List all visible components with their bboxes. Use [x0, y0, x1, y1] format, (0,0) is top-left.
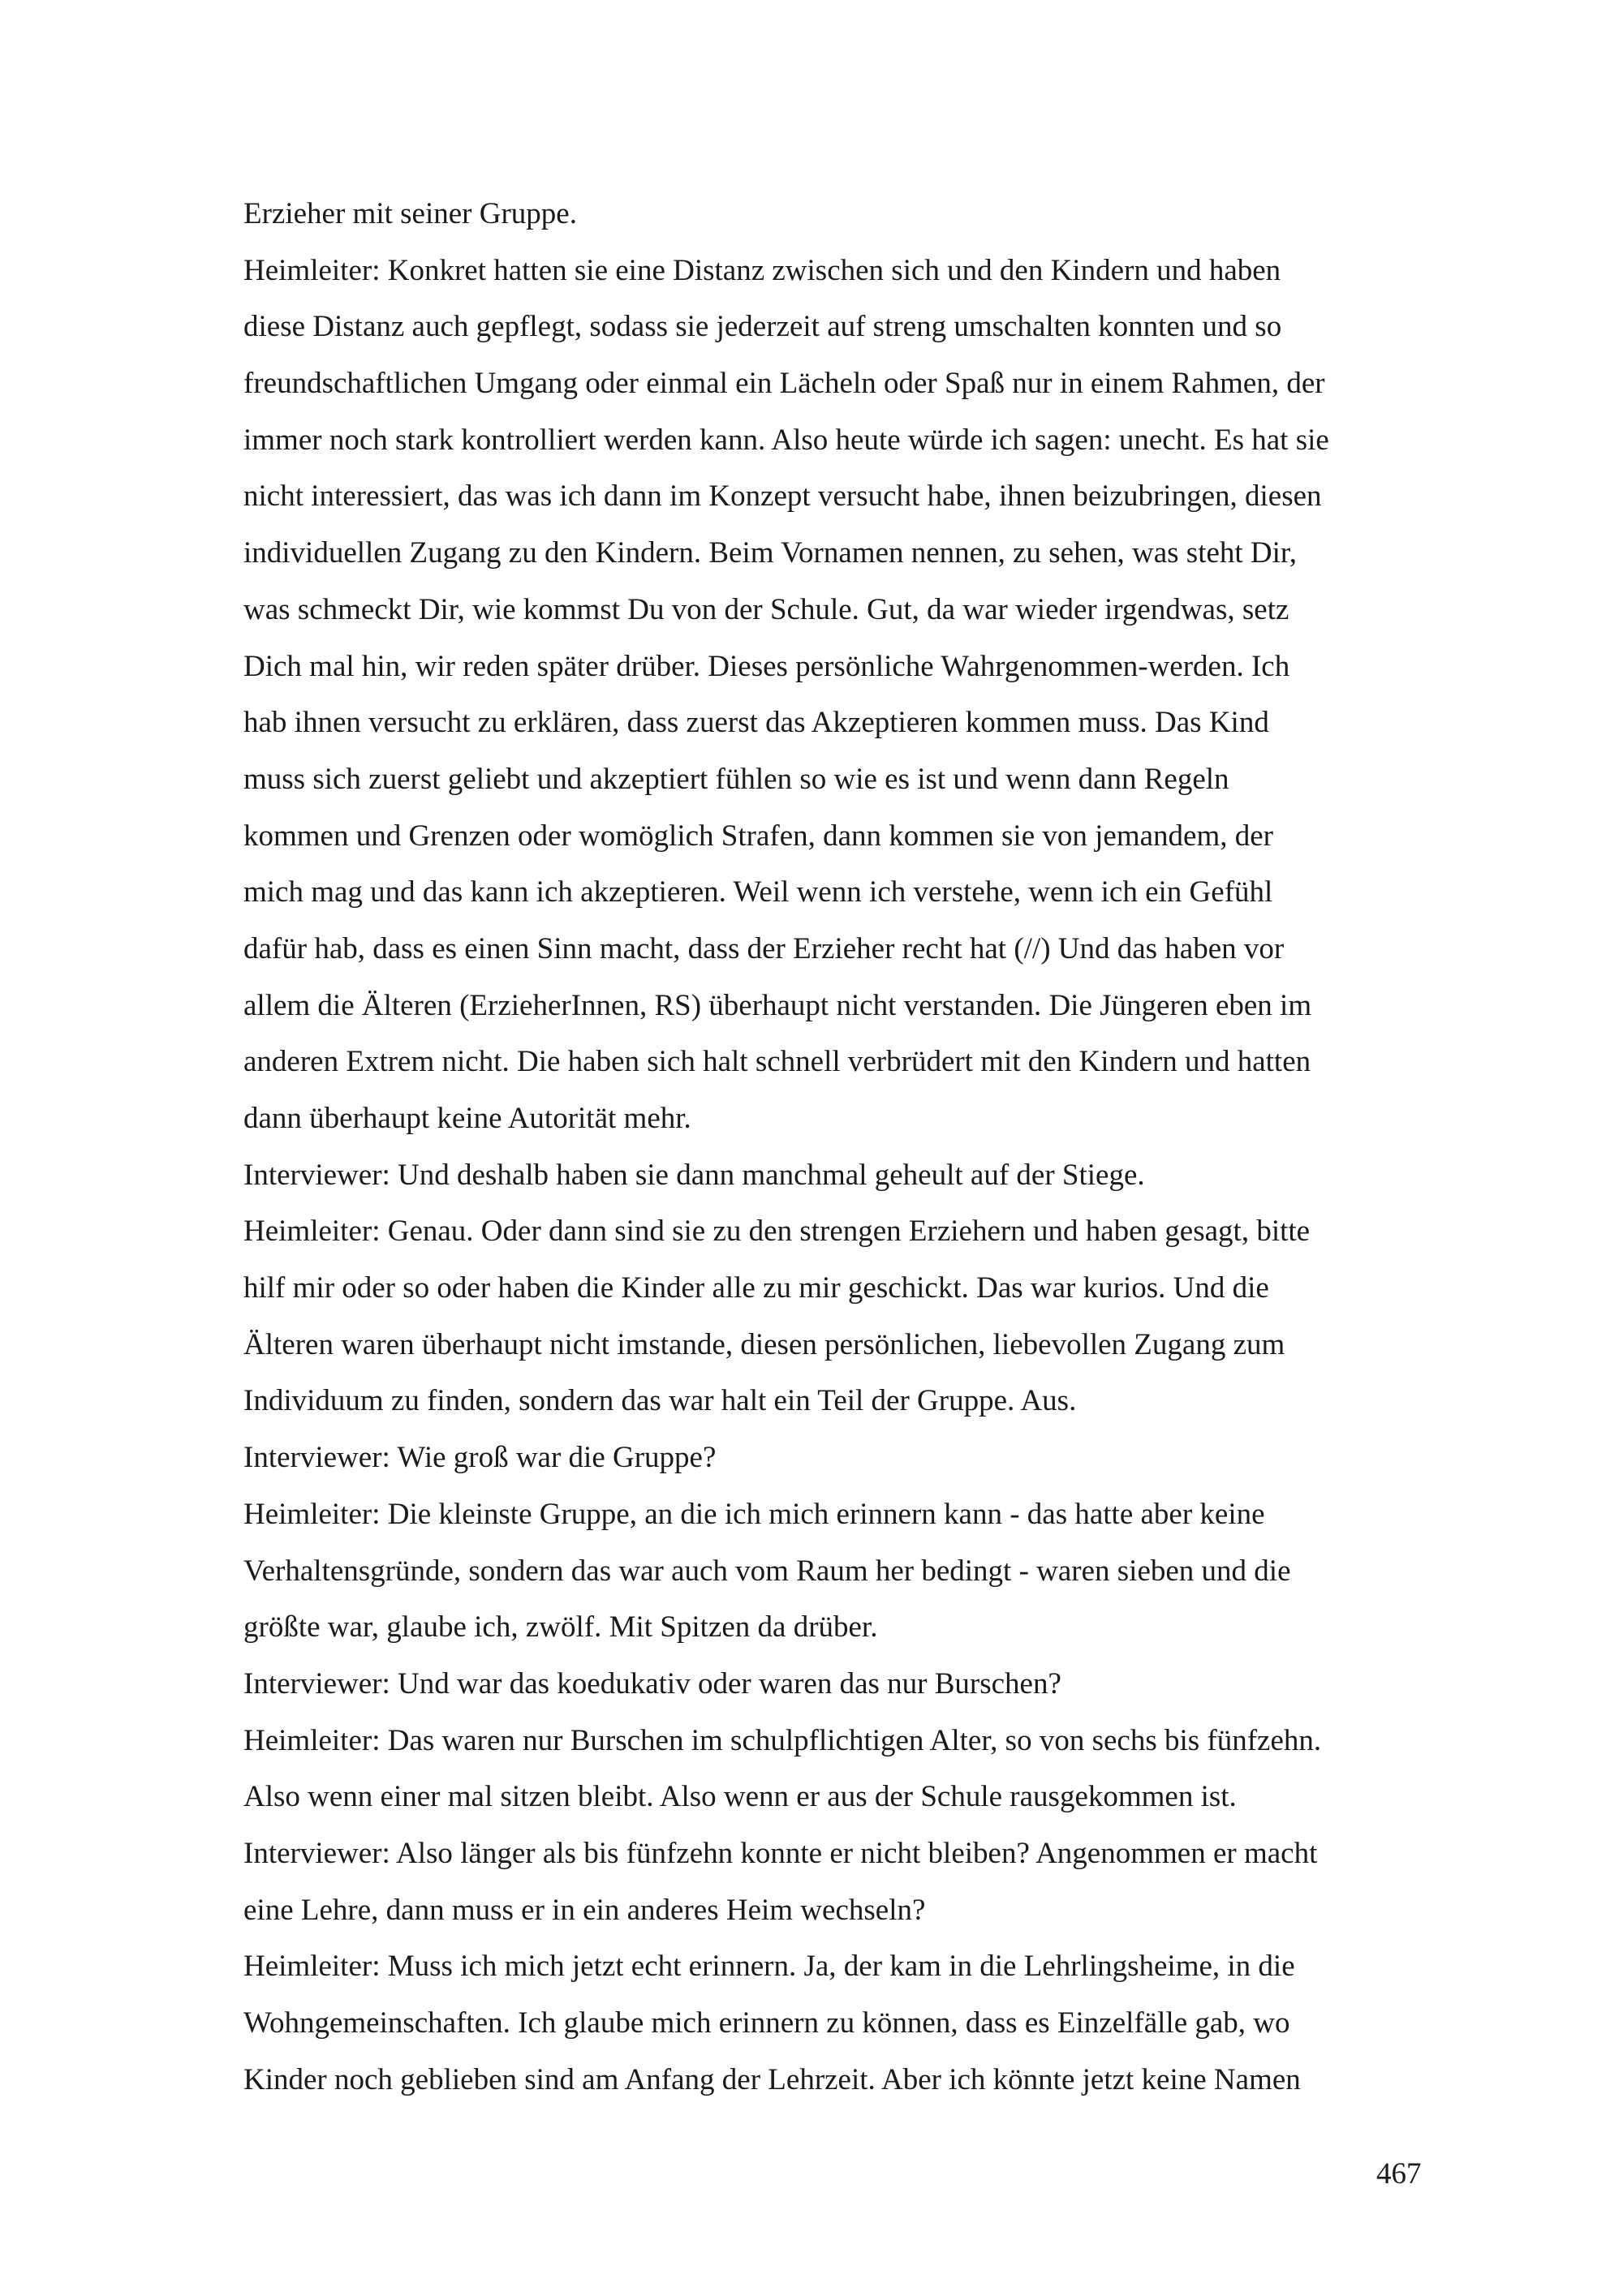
text-line: diese Distanz auch gepflegt, sodass sie jederzeit auf streng umschalten konnten und so	[243, 310, 1282, 344]
text-line: anderen Extrem nicht. Die haben sich halt schnell verbrüdert mit den Kindern und hatten	[243, 1045, 1311, 1079]
text-line: Kinder noch geblieben sind am Anfang der Lehrzeit. Aber ich könnte jetzt keine Namen	[243, 2062, 1301, 2096]
text-line: allem die Älteren (ErzieherInnen, RS) überhaupt nicht verstanden. Die Jüngeren eben im	[243, 988, 1312, 1022]
text-line: Erzieher mit seiner Gruppe.	[243, 197, 577, 230]
text-line: Interviewer: Und deshalb haben sie dann manchmal geheult auf der Stiege.	[243, 1158, 1145, 1192]
text-line: Dich mal hin, wir reden später drüber. Dieses persönliche Wahrgenommen-werden. Ich	[243, 649, 1290, 683]
text-line: größte war, glaube ich, zwölf. Mit Spitzen da drüber.	[243, 1610, 878, 1645]
text-line: freundschaftlichen Umgang oder einmal ein Lächeln oder Spaß nur in einem Rahmen, der	[243, 367, 1325, 401]
text-line: Heimleiter: Konkret hatten sie eine Distanz zwischen sich und den Kindern und haben	[243, 253, 1281, 287]
interview-transcript-body	[243, 191, 1436, 2113]
text-line: kommen und Grenzen oder womöglich Strafen, dann kommen sie von jemandem, der	[243, 819, 1273, 853]
text-line: hab ihnen versucht zu erklären, dass zuerst das Akzeptieren kommen muss. Das Kind	[243, 706, 1269, 740]
text-line: immer noch stark kontrolliert werden kann. Also heute würde ich sagen: unecht. Es hat sie	[243, 423, 1329, 457]
page-number: 467	[1376, 2157, 1422, 2191]
text-line: Heimleiter: Muss ich mich jetzt echt erinnern. Ja, der kam in die Lehrlingsheime, in die	[243, 1950, 1295, 1984]
text-line: individuellen Zugang zu den Kindern. Beim Vornamen nennen, zu sehen, was steht Dir,	[243, 536, 1298, 570]
text-line: dafür hab, dass es einen Sinn macht, dass der Erzieher recht hat (//) Und das haben vor	[243, 931, 1285, 965]
text-line: Heimleiter: Genau. Oder dann sind sie zu den strengen Erziehern und haben gesagt, bitte	[243, 1215, 1311, 1249]
text-line: Älteren waren überhaupt nicht imstande, diesen persönlichen, liebevollen Zugang zum	[243, 1327, 1285, 1361]
text-line: Interviewer: Also länger als bis fünfzehn konnte er nicht bleiben? Angenommen er macht	[243, 1836, 1318, 1870]
text-line: eine Lehre, dann muss er in ein anderes Heim wechseln?	[243, 1893, 926, 1927]
text-line: dann überhaupt keine Autorität mehr.	[243, 1102, 691, 1135]
text-line: hilf mir oder so oder haben die Kinder alle zu mir geschickt. Das war kurios. Und die	[243, 1271, 1269, 1305]
text-line: mich mag und das kann ich akzeptieren. Weil wenn ich verstehe, wenn ich ein Gefühl	[243, 875, 1273, 909]
text-line: nicht interessiert, das was ich dann im Konzept versucht habe, ihnen beizubringen, diesen	[243, 479, 1322, 514]
text-line: Heimleiter: Das waren nur Burschen im schulpflichtigen Alter, so von sechs bis fünfzehn.	[243, 1723, 1322, 1757]
text-line: Verhaltensgründe, sondern das war auch vom Raum her bedingt - waren sieben und die	[243, 1554, 1291, 1588]
text-line: muss sich zuerst geliebt und akzeptiert fühlen so wie es ist und wenn dann Regeln	[243, 762, 1229, 796]
text-line: Heimleiter: Die kleinste Gruppe, an die ich mich erinnern kann - das hatte aber keine	[243, 1497, 1265, 1531]
text-line: Interviewer: Und war das koedukativ oder waren das nur Burschen?	[243, 1666, 1061, 1701]
text-line: was schmeckt Dir, wie kommst Du von der Schule. Gut, da war wieder irgendwas, setz	[243, 592, 1289, 626]
text-line: Interviewer: Wie groß war die Gruppe?	[243, 1441, 717, 1475]
text-line: Also wenn einer mal sitzen bleibt. Also wenn er aus der Schule rausgekommen ist.	[243, 1780, 1237, 1814]
text-line: Individuum zu finden, sondern das war halt ein Teil der Gruppe. Aus.	[243, 1384, 1077, 1418]
text-line: Wohngemeinschaften. Ich glaube mich erinnern zu können, dass es Einzelfälle gab, wo	[243, 2006, 1290, 2040]
